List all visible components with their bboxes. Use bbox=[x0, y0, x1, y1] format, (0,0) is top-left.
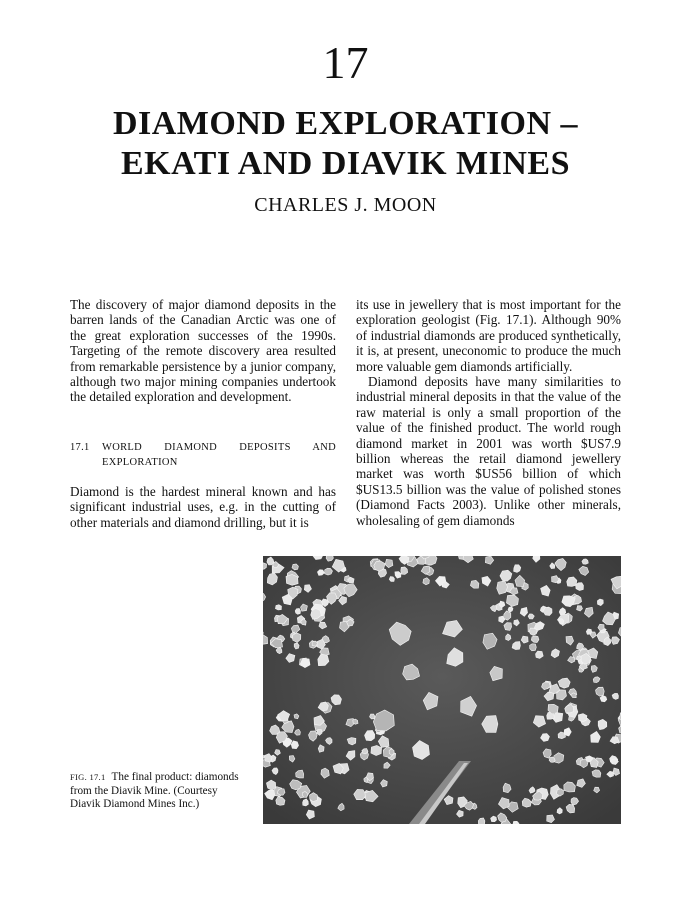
section-title: WORLD DIAMOND DEPOSITS AND EXPLORATION bbox=[102, 441, 336, 468]
small-diamond bbox=[353, 719, 358, 724]
section-number: 17.1 bbox=[70, 441, 90, 453]
author-name: CHARLES J. MOON bbox=[254, 194, 437, 216]
right-column bbox=[356, 297, 621, 528]
chapter-number: 17 bbox=[322, 37, 369, 88]
figure-label: FIG. 17.1 bbox=[70, 772, 106, 782]
small-diamond bbox=[558, 732, 566, 739]
small-diamond bbox=[592, 770, 601, 777]
small-diamond bbox=[295, 608, 300, 614]
small-diamond bbox=[325, 568, 333, 575]
intro-paragraph: The discovery of major diamond deposits in the barren lands of the Canadian Arctic was one of the great exploration successes of the 1990s. Targeting of the remote discovery area resulted from remarkable persistence by a junior company, although two major mining companies undertook the detailed exploration and development. bbox=[70, 297, 336, 405]
body-paragraph-1-part-2: its use in jewellery that is most important for the exploration geologist (Fig. 17.1). Although 90% of industrial diamonds are produced synthetically, it is, at present, uneconomic to produce the much more valuable gem diamonds artificially. bbox=[356, 297, 621, 374]
small-diamond bbox=[286, 575, 298, 586]
body-paragraph-2: Diamond deposits have many similarities to industrial mineral deposits in that the value of the raw material is only a small proportion of the value of the finished product. The world rough diamond market in 2001 was worth $US7.9 billion whereas the retail diamond jewellery market was worth $US56 billion of which $US13.5 billion was the value of polished stones (Diamond Facts 2003). Unlike other minerals, wholesaling of gem diamonds bbox=[356, 374, 621, 528]
figure-caption bbox=[70, 771, 250, 812]
left-column bbox=[70, 297, 336, 530]
small-diamond bbox=[576, 583, 584, 591]
chapter-title-line-2: EKATI AND DIAVIK MINES bbox=[121, 145, 570, 182]
small-diamond bbox=[423, 578, 430, 585]
chapter-title-line-1: DIAMOND EXPLORATION – bbox=[112, 105, 579, 142]
figure-caption-text: The final product: diamonds from the Diavik Mine. (Courtesy Diavik Diamond Mines Inc.) bbox=[70, 771, 239, 811]
chapter-title bbox=[60, 104, 631, 184]
small-diamond bbox=[277, 789, 285, 796]
diamonds-illustration bbox=[263, 556, 621, 824]
section-heading bbox=[70, 440, 336, 470]
small-diamond bbox=[371, 745, 382, 755]
small-diamond bbox=[578, 714, 587, 722]
small-diamond bbox=[291, 741, 298, 749]
small-diamond bbox=[275, 605, 281, 610]
small-diamond bbox=[530, 644, 537, 651]
body-paragraph-1-part-1: Diamond is the hardest mineral known and has significant industrial uses, e.g. in the cutting of other materials and diamond drilling, but it is bbox=[70, 483, 336, 530]
small-diamond bbox=[559, 619, 564, 624]
figure-diamonds-photo bbox=[263, 556, 621, 824]
